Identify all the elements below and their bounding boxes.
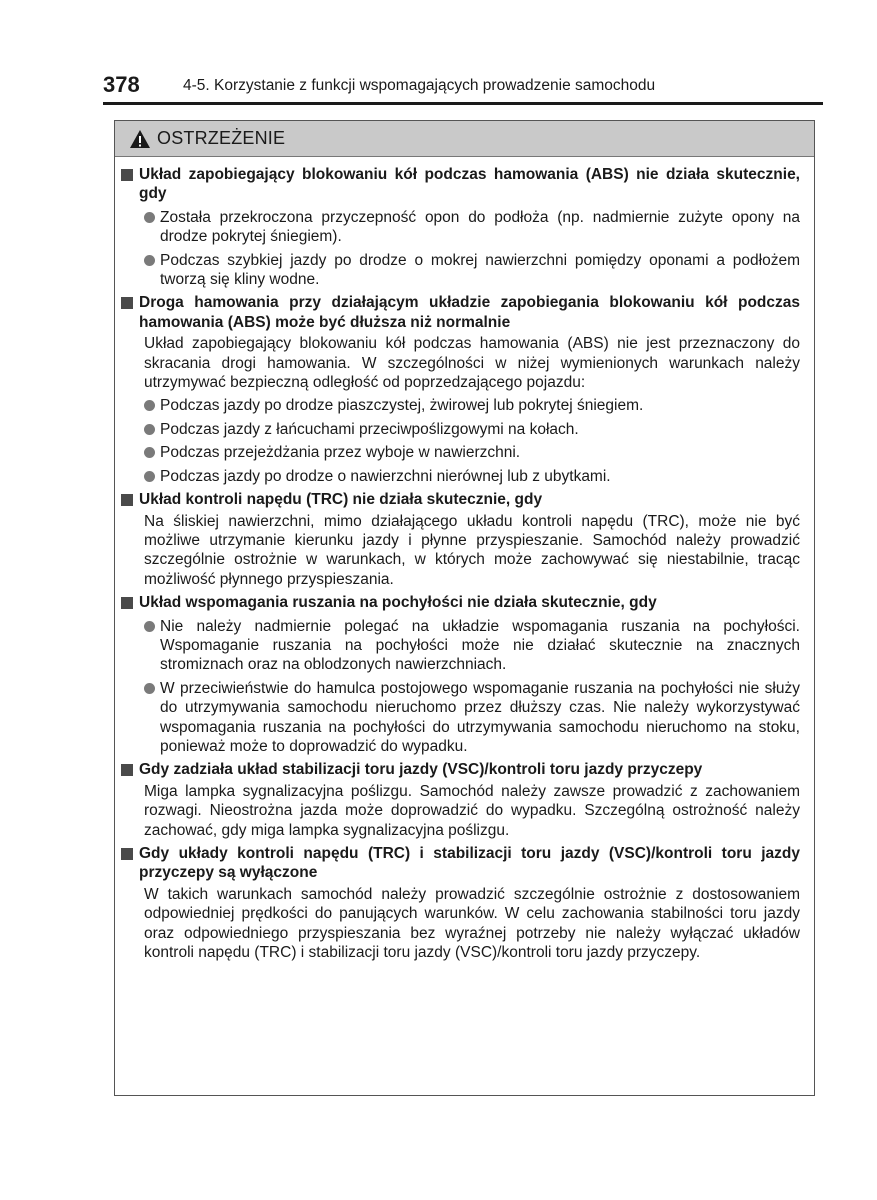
warning-header xyxy=(115,121,814,157)
warning-section-abs-ineffective xyxy=(121,165,800,289)
list-item xyxy=(144,443,800,462)
section-heading: Układ kontroli napędu (TRC) nie działa skutecznie, gdy xyxy=(139,491,543,509)
list-item-text: Podczas jazdy z łańcuchami przeciwpoślizgowymi na kołach. xyxy=(160,420,579,438)
round-bullet-icon xyxy=(144,255,155,266)
warning-triangle-icon xyxy=(129,129,151,149)
list-item-text: Podczas szybkiej jazdy po drodze o mokrej nawierzchni pomiędzy oponami a podłożem tworzą się kliny wodne. xyxy=(160,251,800,289)
warning-section-trc xyxy=(121,490,800,589)
list-item xyxy=(144,251,800,290)
round-bullet-icon xyxy=(144,621,155,632)
section-paragraph: Na śliskiej nawierzchni, mimo działającego układu kontroli napędu (TRC), może nie być możliwe utrzymanie kierunku jazdy i płynne przyspieszanie. Samochód należy prowadzić szczególnie ostrożnie w warunkach, w których może zachowywać się niestabilnie, tracąc możliwość płynnego przyspieszania. xyxy=(144,512,800,588)
list-item xyxy=(144,467,800,486)
list-item xyxy=(144,679,800,757)
round-bullet-icon xyxy=(144,400,155,411)
list-item-text: W przeciwieństwie do hamulca postojowego wspomaganie ruszania na pochyłości nie służy do utrzymywania samochodu nieruchomo przez dłuższy czas. Nie należy wykorzystywać wspomagania ruszania na pochyłości do utrzymywania samochodu nieruchomo na stoku, ponieważ może to doprowadzić do wypadku. xyxy=(160,679,800,755)
round-bullet-icon xyxy=(144,683,155,694)
section-heading: Droga hamowania przy działającym układzie zapobiegania blokowaniu kół podczas hamowania (ABS) może być dłuższa niż normalnie xyxy=(139,294,800,331)
list-item xyxy=(144,396,800,415)
page-header xyxy=(103,72,823,102)
square-bullet-icon xyxy=(121,597,133,609)
list-item xyxy=(144,420,800,439)
warning-section-trc-vsc-off xyxy=(121,844,800,962)
section-title: 4-5. Korzystanie z funkcji wspomagających prowadzenie samochodu xyxy=(183,77,656,94)
list-item-text: Podczas jazdy po drodze piaszczystej, żwirowej lub pokrytej śniegiem. xyxy=(160,397,644,415)
section-heading: Gdy zadziała układ stabilizacji toru jazdy (VSC)/kontroli toru jazdy przyczepy xyxy=(139,761,703,779)
list-item-text: Podczas jazdy po drodze o nawierzchni nierównej lub z ubytkami. xyxy=(160,467,611,485)
round-bullet-icon xyxy=(144,447,155,458)
square-bullet-icon xyxy=(121,297,133,309)
square-bullet-icon xyxy=(121,494,133,506)
round-bullet-icon xyxy=(144,212,155,223)
square-bullet-icon xyxy=(121,169,133,181)
header-divider xyxy=(103,102,823,105)
list-item-text: Została przekroczona przyczepność opon do podłoża (np. nadmiernie zużyte opony na drodze pokrytej śniegiem). xyxy=(160,208,800,246)
section-heading: Układ wspomagania ruszania na pochyłości nie działa skutecznie, gdy xyxy=(139,594,657,612)
list-item xyxy=(144,617,800,675)
warning-title: OSTRZEŻENIE xyxy=(157,128,286,148)
round-bullet-icon xyxy=(144,424,155,435)
page-number: 378 xyxy=(103,72,140,97)
section-paragraph: W takich warunkach samochód należy prowadzić szczególnie ostrożnie z dostosowaniem odpowiedniej prędkości do panujących warunków. W celu zachowania stabilności toru jazdy oraz odpowiedniego przyspieszania bez wyraźnej potrzeby nie należy wyłączać układów kontroli napędu (TRC) i stabilizacji toru jazdy (VSC)/kontroli toru jazdy przyczepy. xyxy=(144,885,800,962)
warning-section-vsc-active xyxy=(121,760,800,840)
square-bullet-icon xyxy=(121,764,133,776)
warning-section-abs-braking-distance xyxy=(121,293,800,486)
list-item-text: Podczas przejeżdżania przez wyboje w nawierzchni. xyxy=(160,444,521,462)
warning-section-hill-start-assist xyxy=(121,593,800,756)
warning-content xyxy=(115,157,814,962)
square-bullet-icon xyxy=(121,848,133,860)
warning-box xyxy=(114,120,815,1096)
section-heading: Układ zapobiegający blokowaniu kół podczas hamowania (ABS) nie działa skutecznie, gdy xyxy=(139,166,800,203)
section-paragraph: Układ zapobiegający blokowaniu kół podczas hamowania (ABS) nie jest przeznaczony do skracania drogi hamowania. W szczególności w niżej wymienionych warunkach należy utrzymywać bezpieczną odległość od poprzedzającego pojazdu: xyxy=(144,335,800,392)
round-bullet-icon xyxy=(144,471,155,482)
section-heading: Gdy układy kontroli napędu (TRC) i stabilizacji toru jazdy (VSC)/kontroli toru jazdy przyczepy są wyłączone xyxy=(139,845,800,882)
list-item xyxy=(144,208,800,247)
list-item-text: Nie należy nadmiernie polegać na układzie wspomagania ruszania na pochyłości. Wspomaganie ruszania na pochyłości może nie działać skutecznie na znacznych stromiznach oraz na oblodzonych nawierzchniach. xyxy=(160,617,800,674)
section-paragraph: Miga lampka sygnalizacyjna poślizgu. Samochód należy zawsze prowadzić z zachowaniem rozwagi. Nieostrożna jazda może doprowadzić do wypadku. Szczególną ostrożność należy zachować, gdy miga lampka sygnalizacyjna poślizgu. xyxy=(144,782,800,839)
